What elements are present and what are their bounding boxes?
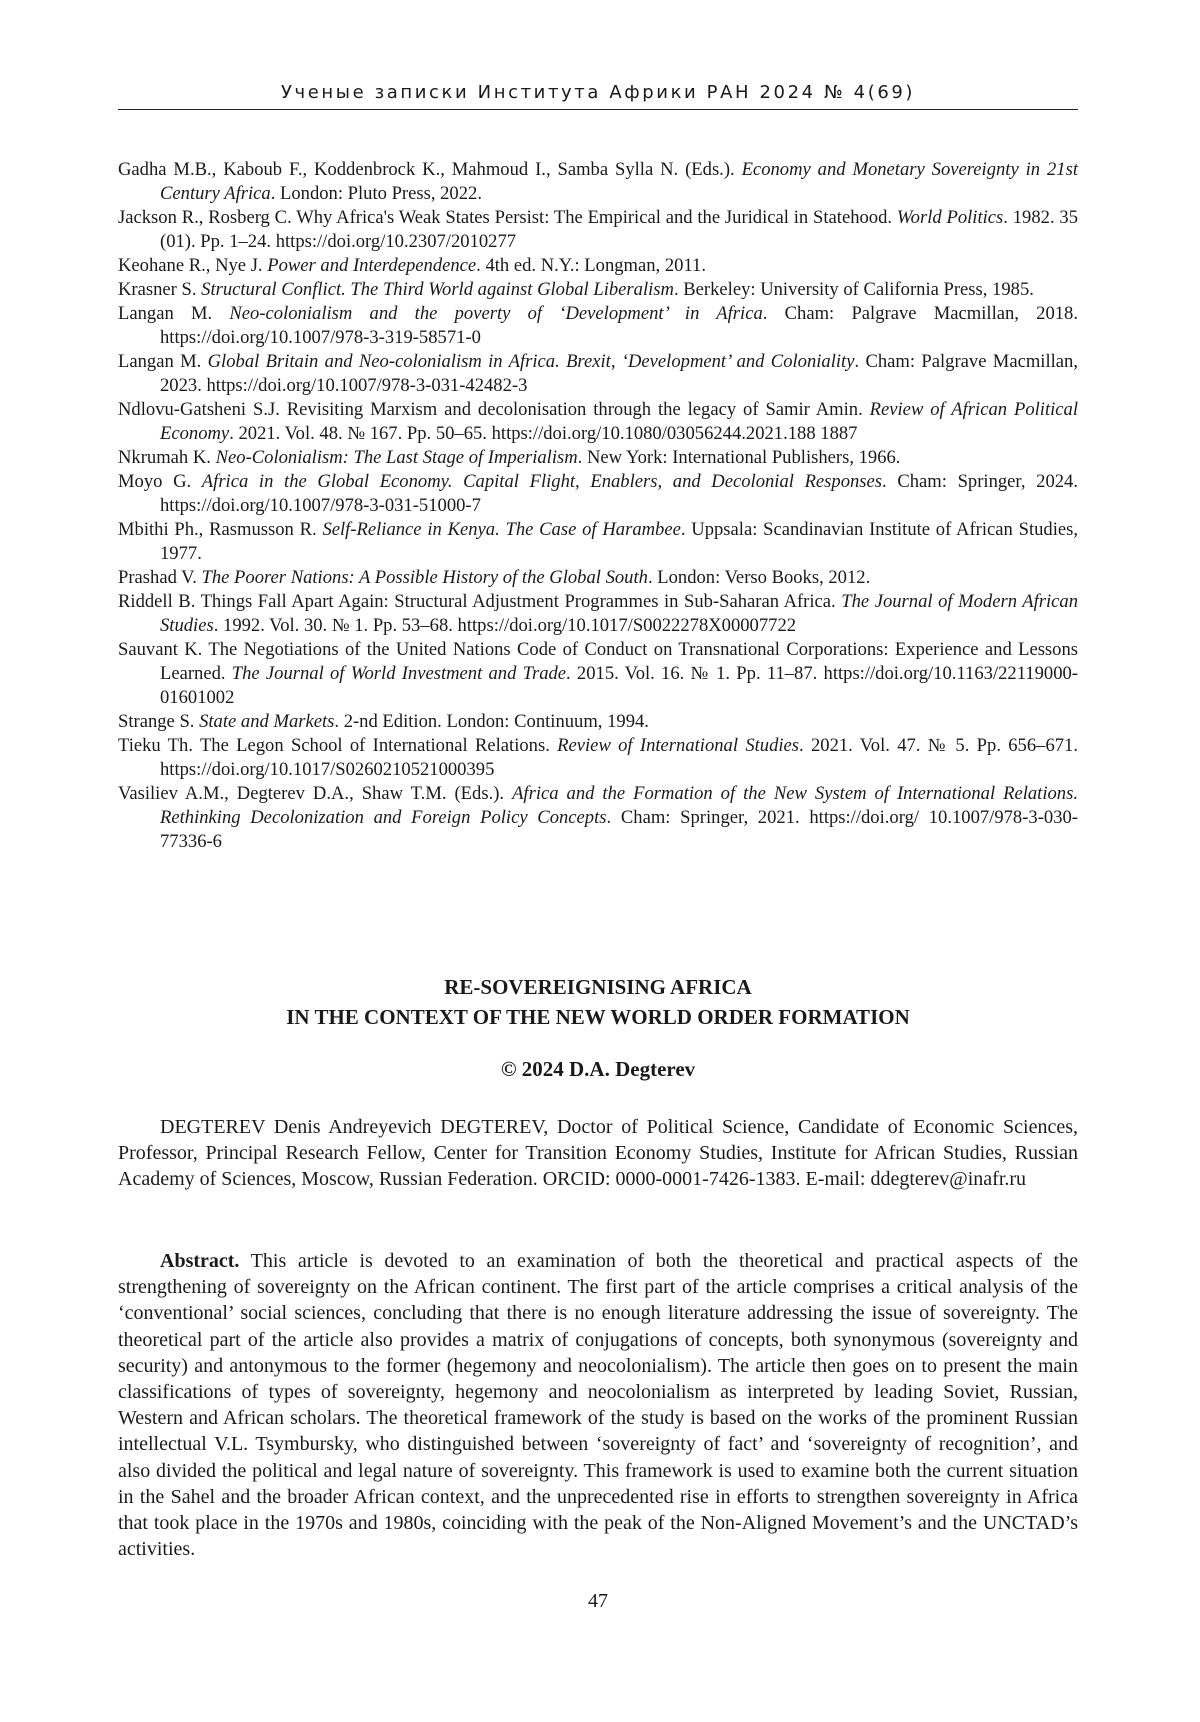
author-copyright: © 2024 D.A. Degterev [500, 1057, 696, 1081]
reference-item: Vasiliev A.M., Degterev D.A., Shaw T.M. (Eds.). Africa and the Formation of the New System of International Relations. Rethinking Decolonization and Foreign Policy Concepts. Cham: Springer, 2021. https://doi.org/ 10.1007/978-3-030-77336-6 [118, 783, 1078, 852]
reference-item: Jackson R., Rosberg C. Why Africa's Weak States Persist: The Empirical and the Juridical in Statehood. World Politics. 1982. 35 (01). Pp. 1–24. https://doi.org/10.2307/2010277 [118, 207, 1078, 252]
reference-item: Tieku Th. The Legon School of International Relations. Review of International Studies. 2021. Vol. 47. № 5. Pp. 656–671. https://doi.org/10.1017/S0260210521000395 [118, 735, 1078, 780]
reference-item: Ndlovu-Gatsheni S.J. Revisiting Marxism and decolonisation through the legacy of Samir Amin. Review of African Political Economy. 2021. Vol. 48. № 167. Pp. 50–65. https://doi.org/10.1080/03056244.2021.188 1887 [118, 399, 1078, 444]
reference-title: The Journal of World Investment and Trade [231, 663, 567, 684]
page-number: 47 [588, 1590, 608, 1612]
abstract-label: Abstract. [160, 1250, 240, 1272]
reference-item: Gadha M.B., Kaboub F., Koddenbrock K., Mahmoud I., Samba Sylla N. (Eds.). Economy and Monetary Sovereignty in 21st Century Africa. London: Pluto Press, 2022. [118, 159, 1078, 204]
article-title-line-1: RE-SOVEREIGNISING AFRICA [444, 975, 752, 999]
reference-title: Global Britain and Neo-colonialism in Africa. Brexit, ‘Development’ and Coloniality [207, 351, 855, 372]
abstract [118, 1248, 1078, 1562]
reference-title: Structural Conflict. The Third World against Global Liberalism [201, 279, 674, 300]
reference-item: Mbithi Ph., Rasmusson R. Self-Reliance in Kenya. The Case of Harambee. Uppsala: Scandinavian Institute of African Studies, 1977. [118, 519, 1079, 564]
reference-title: Economy and Monetary Sovereignty in 21st Century Africa [160, 159, 1078, 204]
author-info: DEGTEREV Denis Andreyevich DEGTEREV, Doctor of Political Science, Candidate of Economic Sciences, Professor, Principal Research Fellow, Center for Transition Economy Studies, Institute for African Studies, Russian Academy of Sciences, Moscow, Russian Federation. ORCID: 0000-0001-7426-1383. E-mail: ddegterev@inafr.ru [118, 1116, 1078, 1190]
reference-item: Krasner S. Structural Conflict. The Third World against Global Liberalism. Berkeley: University of California Press, 1985. [118, 279, 1034, 300]
abstract-text: This article is devoted to an examination of both the theoretical and practical aspects of the strengthening of sovereignty on the African continent. The first part of the article comprises a critical analysis of the ‘conventional’ social sciences, concluding that there is no enough literature addressing the issue of sovereignty. The theoretical part of the article also provides a matrix of conjugations of concepts, both synonymous (sovereignty and security) and antonymous to the former (hegemony and neocolonialism). The article then goes on to present the main classifications of types of sovereignty, hegemony and neocolonialism as interpreted by leading Soviet, Russian, Western and African scholars. The theoretical framework of the study is based on the works of the prominent Russian intellectual V.L. Tsymbursky, who distinguished between ‘sovereignty of fact’ and ‘sovereignty of recognition’, and also divided the political and legal nature of sovereignty. This framework is used to examine both the current situation in the Sahel and the broader African context, and the unprecedented rise in efforts to strengthen sovereignty in Africa that took place in the 1970s and 1980s, coinciding with the peak of the Non-Aligned Movement’s and the UNCTAD’s activities. [118, 1250, 1078, 1561]
reference-list [118, 158, 1078, 854]
reference-item: Strange S. State and Markets. 2-nd Edition. London: Continuum, 1994. [118, 711, 649, 732]
reference-title: Review of International Studies [557, 735, 800, 756]
reference-item: Riddell B. Things Fall Apart Again: Structural Adjustment Programmes in Sub-Saharan Africa. The Journal of Modern African Studies. 1992. Vol. 30. № 1. Pp. 53–68. https://doi.org/10.1017/S0022278X00007722 [118, 591, 1078, 636]
reference-item: Moyo G. Africa in the Global Economy. Capital Flight, Enablers, and Decolonial Responses. Cham: Springer, 2024. https://doi.org/10.1007/978-3-031-51000-7 [118, 471, 1078, 516]
reference-item: Langan M. Global Britain and Neo-colonialism in Africa. Brexit, ‘Development’ and Coloniality. Cham: Palgrave Macmillan, 2023. https://doi.org/10.1007/978-3-031-42482-3 [118, 351, 1078, 396]
reference-title: World Politics [896, 207, 1004, 228]
running-header: Ученые записки Института Африки РАН 2024 № 4(69) [280, 82, 916, 103]
reference-item: Keohane R., Nye J. Power and Interdependence. 4th ed. N.Y.: Longman, 2011. [118, 255, 706, 276]
reference-title: Africa in the Global Economy. Capital Flight, Enablers, and Decolonial Responses [201, 471, 883, 492]
article-title-line-2: IN THE CONTEXT OF THE NEW WORLD ORDER FORMATION [286, 1005, 910, 1029]
article-title [118, 972, 1078, 1032]
reference-item: Sauvant K. The Negotiations of the United Nations Code of Conduct on Transnational Corporations: Experience and Lessons Learned. The Journal of World Investment and Trade. 2015. Vol. 16. № 1. Pp. 11–87. https://doi.org/10.1163/22119000-01601002 [118, 639, 1078, 708]
reference-item: Prashad V. The Poorer Nations: A Possible History of the Global South. London: Verso Books, 2012. [118, 567, 871, 588]
reference-item: Nkrumah K. Neo-Colonialism: The Last Stage of Imperialism. New York: International Publishers, 1966. [118, 447, 901, 468]
reference-title: The Journal of Modern African Studies [160, 591, 1078, 636]
reference-title: Self-Reliance in Kenya. The Case of Harambee [322, 519, 681, 540]
reference-title: Neo-Colonialism: The Last Stage of Imperialism [215, 447, 578, 468]
reference-title: Neo-colonialism and the poverty of ‘Development’ in Africa [229, 303, 763, 324]
reference-title: State and Markets [199, 711, 335, 732]
reference-title: Power and Interdependence [267, 255, 477, 276]
reference-title: The Poorer Nations: A Possible History of the Global South [201, 567, 648, 588]
reference-item: Langan M. Neo-colonialism and the poverty of ‘Development’ in Africa. Cham: Palgrave Macmillan, 2018. https://doi.org/10.1007/978-3-319-58571-0 [118, 303, 1078, 348]
reference-title: Africa and the Formation of the New System of International Relations. Rethinking Decolonization and Foreign Policy Concepts [160, 783, 1078, 828]
reference-title: Review of African Political Economy [160, 399, 1078, 444]
header-rule [118, 109, 1078, 110]
